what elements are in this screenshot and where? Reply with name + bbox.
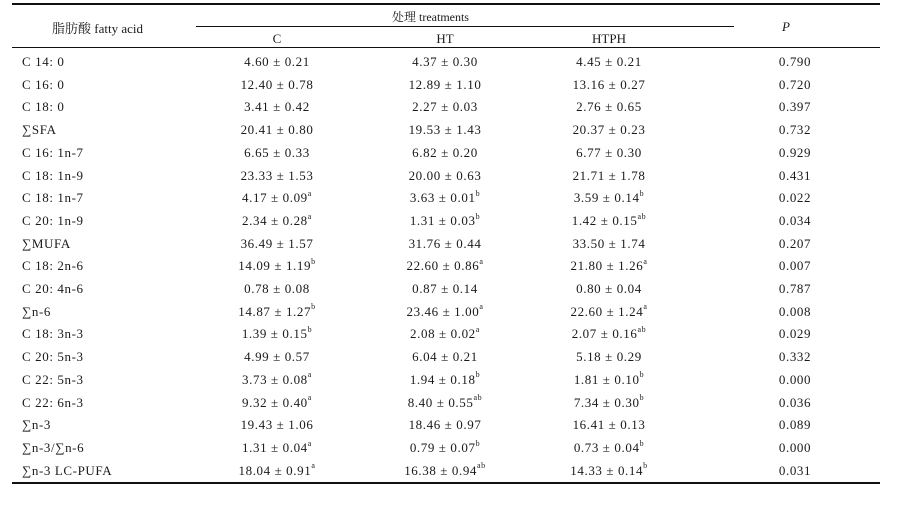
- fatty-acid-name: [22, 190, 84, 206]
- value-p-text: 0.431: [778, 167, 812, 183]
- value-htph: [514, 236, 704, 252]
- table-row: [0, 233, 908, 255]
- value-ht-superscript: a: [479, 302, 484, 312]
- value-c-text: 0.78 ± 0.08: [244, 281, 310, 296]
- value-htph-text: 21.80 ± 1.26: [570, 258, 644, 274]
- value-ht-text: 18.46 ± 0.97: [408, 417, 482, 433]
- value-ht: [350, 54, 540, 70]
- value-htph-text: 2.07 ± 0.16: [571, 326, 638, 342]
- value-c-text: 4.17 ± 0.09: [242, 190, 308, 206]
- value-p-text: 0.000: [778, 371, 812, 387]
- value-p-text: 0.732: [778, 122, 812, 138]
- fatty-acid-name: [22, 99, 64, 115]
- value-ht-text: 6.04 ± 0.21: [412, 349, 478, 365]
- value-p: [700, 99, 890, 115]
- fatty-acid-name-text: ∑n-3: [22, 417, 51, 433]
- table-row: [0, 210, 908, 232]
- value-htph: [514, 395, 704, 411]
- value-c: [182, 349, 372, 365]
- fatty-acid-name-text: C 20: 5n-3: [22, 349, 84, 365]
- fatty-acid-name: [22, 440, 84, 456]
- value-c-text: 9.32 ± 0.40: [242, 394, 308, 410]
- value-p-text: 0.000: [778, 439, 812, 455]
- value-c-text: 3.41 ± 0.42: [244, 99, 310, 115]
- value-p-text: 0.036: [778, 394, 812, 410]
- value-htph-text: 1.81 ± 0.10: [573, 371, 640, 387]
- value-p-text: 0.790: [778, 54, 812, 69]
- value-c-text: 14.09 ± 1.19: [238, 258, 312, 274]
- value-ht: [350, 213, 540, 229]
- value-c: [182, 213, 372, 229]
- fatty-acid-name-text: C 18: 3n-3: [22, 326, 84, 342]
- value-htph: [514, 463, 704, 479]
- value-p-text: 0.207: [778, 235, 812, 251]
- table-row: [0, 119, 908, 141]
- fatty-acid-name: [22, 77, 64, 93]
- value-htph-text: 0.80 ± 0.04: [576, 281, 642, 296]
- fatty-acid-name: [22, 145, 84, 161]
- value-c: [182, 440, 372, 456]
- header-fatty-acid: 脂肪酸 fatty acid: [52, 21, 143, 36]
- value-htph-superscript: b: [639, 393, 645, 403]
- value-c-superscript: a: [307, 211, 312, 221]
- fatty-acid-name-text: C 18: 2n-6: [22, 258, 84, 274]
- value-c: [182, 326, 372, 342]
- value-p: [700, 213, 890, 229]
- value-htph-text: 14.33 ± 0.14: [570, 462, 644, 478]
- table-bottom-rule: [12, 482, 880, 484]
- table-row: [0, 51, 908, 73]
- value-c-superscript: b: [307, 325, 313, 335]
- value-ht: [350, 258, 540, 274]
- fatty-acid-name: [22, 54, 64, 70]
- value-p: [700, 190, 890, 206]
- value-ht-text: 6.82 ± 0.20: [412, 144, 478, 160]
- fatty-acid-name: [22, 349, 84, 365]
- value-p: [700, 440, 890, 456]
- table-row: [0, 301, 908, 323]
- fatty-acid-name-text: C 18: 1n-9: [22, 167, 84, 183]
- value-c: [182, 77, 372, 93]
- value-ht-superscript: a: [479, 256, 484, 266]
- value-ht-superscript: ab: [473, 393, 483, 403]
- fatty-acid-name: [22, 281, 84, 297]
- table-row: [0, 323, 908, 345]
- value-p-text: 0.720: [778, 76, 812, 92]
- value-c-text: 1.39 ± 0.15: [241, 326, 308, 342]
- fatty-acid-name: [22, 122, 57, 138]
- value-p: [700, 417, 890, 433]
- value-ht-text: 22.60 ± 0.86: [406, 258, 480, 274]
- value-htph-text: 16.41 ± 0.13: [572, 417, 646, 433]
- treatments-subrule: [196, 26, 734, 27]
- value-ht-text: 8.40 ± 0.55: [407, 394, 474, 410]
- value-ht: [350, 417, 540, 433]
- table-row: [0, 278, 908, 300]
- value-p-text: 0.029: [778, 326, 812, 342]
- value-htph-text: 7.34 ± 0.30: [573, 394, 640, 410]
- value-p-text: 0.397: [778, 99, 812, 115]
- table-row: [0, 437, 908, 459]
- value-c-text: 20.41 ± 0.80: [240, 122, 314, 138]
- value-ht-text: 16.38 ± 0.94: [404, 462, 478, 478]
- value-c-text: 3.73 ± 0.08: [242, 371, 308, 387]
- value-ht-superscript: a: [475, 325, 480, 335]
- value-c-superscript: a: [307, 188, 312, 198]
- value-htph-superscript: a: [643, 256, 648, 266]
- value-htph: [514, 440, 704, 456]
- table-row: [0, 346, 908, 368]
- fatty-acid-name-text: C 14: 0: [22, 54, 65, 69]
- value-c-superscript: a: [307, 393, 312, 403]
- fatty-acid-name-text: C 16: 0: [22, 76, 65, 92]
- value-htph: [514, 77, 704, 93]
- fatty-acid-name: [22, 236, 71, 252]
- value-c: [182, 99, 372, 115]
- fatty-acid-name: [22, 372, 84, 388]
- value-htph: [514, 99, 704, 115]
- value-c-text: 14.87 ± 1.27: [238, 303, 312, 319]
- value-ht-text: 2.27 ± 0.03: [412, 99, 478, 115]
- table-row: [0, 96, 908, 118]
- value-c-text: 2.34 ± 0.28: [242, 212, 308, 228]
- table-header-rule: [12, 47, 880, 48]
- table-row: [0, 142, 908, 164]
- value-htph-text: 22.60 ± 1.24: [570, 303, 644, 319]
- value-ht: [350, 122, 540, 138]
- fatty-acid-name-text: ∑n-3 LC-PUFA: [22, 462, 113, 478]
- value-ht-text: 3.63 ± 0.01: [409, 190, 476, 206]
- value-c: [182, 281, 372, 297]
- value-p: [700, 372, 890, 388]
- value-htph: [514, 54, 704, 70]
- fatty-acid-name: [22, 168, 84, 184]
- value-htph: [514, 349, 704, 365]
- value-p-text: 0.034: [778, 212, 812, 228]
- value-c-text: 4.60 ± 0.21: [244, 54, 310, 69]
- table-row: [0, 414, 908, 436]
- value-p: [700, 145, 890, 161]
- value-p: [700, 349, 890, 365]
- value-ht-text: 1.94 ± 0.18: [409, 371, 476, 387]
- fatty-acid-name-text: ∑SFA: [22, 122, 57, 138]
- fatty-acid-name: [22, 258, 84, 274]
- value-htph: [514, 122, 704, 138]
- value-p: [700, 395, 890, 411]
- value-c: [182, 54, 372, 70]
- header-treatments: 处理 treatments: [392, 10, 469, 24]
- value-htph: [514, 326, 704, 342]
- value-htph: [514, 281, 704, 297]
- value-htph: [514, 190, 704, 206]
- value-p: [700, 304, 890, 320]
- fatty-acid-name-text: C 20: 4n-6: [22, 281, 84, 296]
- value-ht-superscript: b: [475, 211, 481, 221]
- value-c: [182, 168, 372, 184]
- value-p-text: 0.022: [778, 190, 812, 206]
- value-p: [700, 236, 890, 252]
- value-c: [182, 122, 372, 138]
- fatty-acid-name: [22, 463, 112, 479]
- value-ht-text: 1.31 ± 0.03: [409, 212, 476, 228]
- value-ht: [350, 99, 540, 115]
- value-htph-superscript: b: [639, 188, 645, 198]
- value-ht: [350, 77, 540, 93]
- value-c: [182, 417, 372, 433]
- value-htph: [514, 258, 704, 274]
- value-ht-superscript: ab: [477, 461, 486, 471]
- value-ht-text: 19.53 ± 1.43: [408, 122, 482, 138]
- header-p: P: [782, 19, 790, 34]
- table-row: [0, 460, 908, 482]
- table-row: [0, 392, 908, 414]
- value-c-text: 6.65 ± 0.33: [244, 144, 310, 160]
- value-htph-text: 1.42 ± 0.15: [571, 212, 638, 228]
- value-p: [700, 463, 890, 479]
- value-p-text: 0.332: [778, 349, 812, 365]
- value-htph: [514, 372, 704, 388]
- value-c-text: 19.43 ± 1.06: [240, 417, 314, 433]
- value-ht: [350, 440, 540, 456]
- value-ht: [350, 304, 540, 320]
- table-row: [0, 74, 908, 96]
- value-ht: [350, 463, 540, 479]
- fatty-acid-name-text: C 18: 0: [22, 99, 65, 115]
- value-ht: [350, 236, 540, 252]
- table-row: [0, 369, 908, 391]
- value-htph: [514, 213, 704, 229]
- value-ht: [350, 281, 540, 297]
- value-p: [700, 326, 890, 342]
- table-row: [0, 165, 908, 187]
- value-htph-text: 2.76 ± 0.65: [576, 99, 642, 115]
- fatty-acid-name: [22, 213, 84, 229]
- value-p-text: 0.787: [778, 281, 812, 296]
- value-ht: [350, 190, 540, 206]
- value-c: [182, 304, 372, 320]
- value-htph: [514, 417, 704, 433]
- value-htph-superscript: a: [643, 302, 648, 312]
- value-c-superscript: b: [311, 256, 316, 266]
- value-c: [182, 395, 372, 411]
- value-c: [182, 463, 372, 479]
- value-c: [182, 258, 372, 274]
- fatty-acid-name: [22, 417, 51, 433]
- fatty-acid-name-text: ∑n-3/∑n-6: [22, 439, 85, 455]
- value-p-text: 0.007: [778, 258, 812, 274]
- value-ht-text: 0.79 ± 0.07: [409, 439, 476, 455]
- value-c: [182, 236, 372, 252]
- value-c: [182, 145, 372, 161]
- fatty-acid-name-text: C 22: 6n-3: [22, 394, 84, 410]
- fatty-acid-name-text: ∑n-6: [22, 303, 51, 319]
- value-htph-text: 3.59 ± 0.14: [573, 190, 640, 206]
- value-c: [182, 372, 372, 388]
- value-p: [700, 258, 890, 274]
- value-c-superscript: b: [311, 302, 316, 312]
- header-htph: HTPH: [592, 31, 626, 46]
- value-ht-text: 31.76 ± 0.44: [408, 235, 482, 251]
- value-ht-superscript: b: [475, 370, 481, 380]
- value-ht-text: 23.46 ± 1.00: [406, 303, 480, 319]
- fatty-acid-name-text: C 18: 1n-7: [22, 190, 84, 206]
- value-ht-text: 0.87 ± 0.14: [412, 281, 478, 296]
- value-p: [700, 168, 890, 184]
- header-ht: HT: [436, 31, 454, 46]
- value-htph-text: 21.71 ± 1.78: [572, 167, 646, 183]
- value-htph-text: 4.45 ± 0.21: [576, 54, 642, 69]
- value-htph: [514, 145, 704, 161]
- value-htph-superscript: b: [643, 461, 648, 471]
- value-ht-text: 2.08 ± 0.02: [410, 326, 476, 342]
- fatty-acid-name: [22, 395, 84, 411]
- value-ht-text: 20.00 ± 0.63: [408, 167, 482, 183]
- value-p: [700, 77, 890, 93]
- value-htph-superscript: ab: [637, 325, 647, 335]
- value-ht: [350, 349, 540, 365]
- value-c-text: 23.33 ± 1.53: [240, 167, 314, 183]
- value-c-superscript: a: [307, 438, 312, 448]
- value-ht: [350, 168, 540, 184]
- value-htph-text: 6.77 ± 0.30: [576, 144, 642, 160]
- value-htph-superscript: b: [639, 370, 645, 380]
- value-c-superscript: a: [311, 461, 316, 471]
- value-p-text: 0.008: [778, 303, 812, 319]
- value-c-text: 12.40 ± 0.78: [240, 76, 314, 92]
- value-htph-text: 33.50 ± 1.74: [572, 235, 646, 251]
- value-htph-text: 20.37 ± 0.23: [572, 122, 646, 138]
- value-c-text: 36.49 ± 1.57: [240, 235, 314, 251]
- fatty-acid-name-text: ∑MUFA: [22, 235, 71, 251]
- value-p: [700, 281, 890, 297]
- value-p-text: 0.929: [778, 144, 812, 160]
- value-c-superscript: a: [307, 370, 312, 380]
- value-htph-superscript: ab: [637, 211, 647, 221]
- value-ht-superscript: b: [475, 438, 481, 448]
- fatty-acid-name-text: C 20: 1n-9: [22, 212, 84, 228]
- value-ht: [350, 326, 540, 342]
- value-ht-text: 4.37 ± 0.30: [412, 54, 478, 69]
- value-c: [182, 190, 372, 206]
- value-htph-superscript: b: [639, 438, 645, 448]
- value-ht: [350, 372, 540, 388]
- value-htph-text: 0.73 ± 0.04: [573, 439, 640, 455]
- value-c-text: 1.31 ± 0.04: [242, 439, 308, 455]
- value-ht: [350, 145, 540, 161]
- fatty-acid-name: [22, 326, 84, 342]
- header-c: C: [272, 31, 282, 46]
- table-row: [0, 255, 908, 277]
- value-p: [700, 122, 890, 138]
- value-ht-text: 12.89 ± 1.10: [408, 76, 482, 92]
- value-htph-text: 13.16 ± 0.27: [572, 76, 646, 92]
- table-row: [0, 187, 908, 209]
- fatty-acid-name-text: C 22: 5n-3: [22, 371, 84, 387]
- fatty-acid-name-text: C 16: 1n-7: [22, 144, 84, 160]
- value-p-text: 0.031: [778, 462, 812, 478]
- value-htph: [514, 168, 704, 184]
- value-c-text: 18.04 ± 0.91: [238, 462, 312, 478]
- value-htph: [514, 304, 704, 320]
- value-c-text: 4.99 ± 0.57: [244, 349, 310, 365]
- value-htph-text: 5.18 ± 0.29: [576, 349, 642, 365]
- value-p: [700, 54, 890, 70]
- value-ht: [350, 395, 540, 411]
- table-top-rule: [12, 3, 880, 5]
- value-p-text: 0.089: [778, 417, 812, 433]
- fatty-acid-name: [22, 304, 51, 320]
- value-ht-superscript: b: [475, 188, 481, 198]
